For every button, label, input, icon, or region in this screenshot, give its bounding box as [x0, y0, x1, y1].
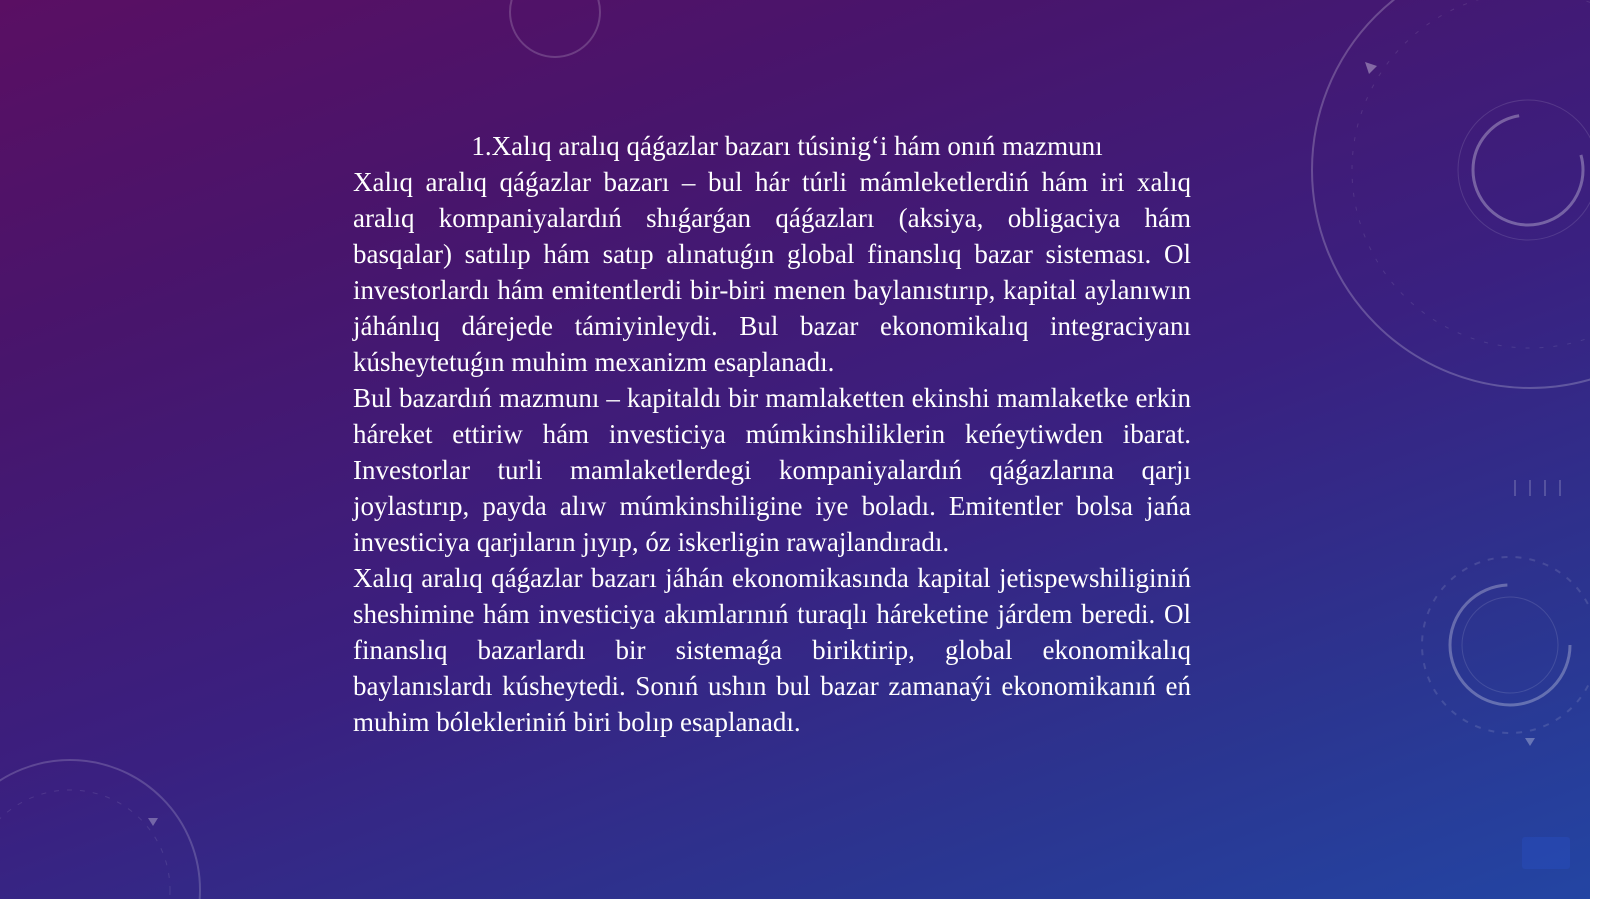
slide-corner-button[interactable]: [1522, 837, 1570, 869]
slide-edge: [1590, 0, 1600, 899]
paragraph-content: Bul bazardıń mazmunı – kapitaldı bir mamlaketten ekinshi mamlaketke erkin háreket ettiriw hám investiciya múmkinshiliklerin keńeytiwden ibarat. Investorlar turli mamlaketlerdegi kompaniyalardıń qáǵazlarına qarjı joylastırıp, payda alıw múmkinshiligine iye boladı. Emitentler bolsa jańa investiciya qarjıların jıyıp, óz iskerligin rawajlandıradı.: [353, 383, 1191, 557]
paragraph-definition: Xalıq aralıq qáǵazlar bazarı – bul hár túrli mámleketlerdiń hám iri xalıq aralıq kompaniyalardıń shıǵarǵan qáǵazları (aksiya, obligaciya hám basqalar) satılıp hám satıp alınatuǵın global finanslıq bazar sisteması. Ol investorlardı hám emitentlerdi bir-biri menen baylanıstırıp, kapital aylanıwın jáhánlıq dárejede támiyinleydi. Bul bazar ekonomikalıq integraciyanı kúsheytetuǵın muhim mexanizm esaplanadı.: [353, 167, 1191, 377]
slide-content: [353, 128, 1191, 740]
slide-title: 1.Xalıq aralıq qáǵazlar bazarı túsinig‘i hám onıń mazmunı: [471, 131, 1103, 161]
paragraph-significance: Xalıq aralıq qáǵazlar bazarı jáhán ekonomikasında kapital jetispewshiliginiń sheshimine hám investiciya akımlarınıń turaqlı háreketine járdem beredi. Ol finanslıq bazarlardı bir sistemaǵa biriktirip, global ekonomikalıq baylanıslardı kúsheytedi. Sonıń ushın bul bazar zamanaýi ekonomikanıń eń muhim bólekleriniń biri bolıp esaplanadı.: [353, 563, 1191, 737]
